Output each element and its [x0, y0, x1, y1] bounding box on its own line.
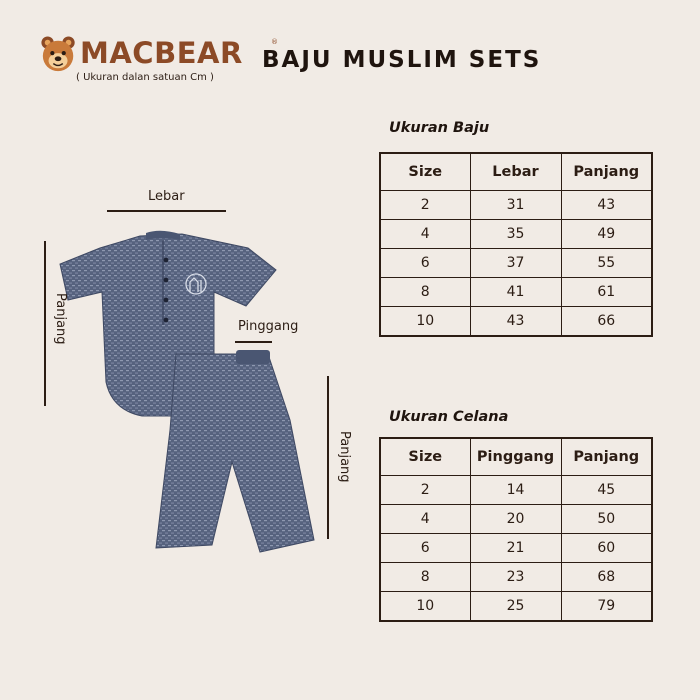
table-row: [380, 307, 652, 337]
header-length: Panjang: [561, 153, 652, 191]
cell-waist: 25: [470, 592, 561, 622]
shirt-length-line: [44, 241, 46, 406]
cell-size: 8: [380, 563, 470, 592]
cell-length: 60: [561, 534, 652, 563]
cell-width: 41: [470, 278, 561, 307]
cell-length: 66: [561, 307, 652, 337]
table-row: [380, 249, 652, 278]
cell-length: 55: [561, 249, 652, 278]
cell-length: 43: [561, 191, 652, 220]
cell-size: 6: [380, 534, 470, 563]
brand-name: MACBEAR: [80, 36, 243, 70]
cell-width: 43: [470, 307, 561, 337]
cell-length: 79: [561, 592, 652, 622]
shirt-width-label: Lebar: [148, 189, 185, 204]
shirt-size-table: [379, 152, 653, 337]
shirt-table-title: Ukuran Baju: [389, 120, 490, 136]
cell-waist: 23: [470, 563, 561, 592]
table-row: [380, 278, 652, 307]
header-size: Size: [380, 438, 470, 476]
shirt-width-line: [107, 210, 226, 212]
pants-waist-label: Pinggang: [238, 319, 299, 334]
table-row: [380, 505, 652, 534]
cell-width: 31: [470, 191, 561, 220]
cell-size: 2: [380, 476, 470, 505]
cell-width: 37: [470, 249, 561, 278]
cell-waist: 21: [470, 534, 561, 563]
pants-length-label: Panjang: [337, 431, 352, 483]
cell-size: 10: [380, 307, 470, 337]
pants-shape: [156, 350, 314, 552]
table-row: [380, 592, 652, 622]
cell-waist: 20: [470, 505, 561, 534]
table-row: [380, 220, 652, 249]
table-row: [380, 563, 652, 592]
registered-mark: ®: [271, 38, 278, 46]
cell-length: 61: [561, 278, 652, 307]
cell-size: 2: [380, 191, 470, 220]
cell-waist: 14: [470, 476, 561, 505]
cell-size: 6: [380, 249, 470, 278]
pants-length-line: [327, 376, 329, 539]
table-row: [380, 476, 652, 505]
cell-length: 49: [561, 220, 652, 249]
shirt-length-label: Panjang: [53, 293, 68, 345]
cell-size: 8: [380, 278, 470, 307]
table-header-row: [380, 153, 652, 191]
cell-width: 35: [470, 220, 561, 249]
cell-length: 50: [561, 505, 652, 534]
table-header-row: [380, 438, 652, 476]
cell-length: 45: [561, 476, 652, 505]
header-length: Panjang: [561, 438, 652, 476]
header-size: Size: [380, 153, 470, 191]
cell-size: 10: [380, 592, 470, 622]
cell-length: 68: [561, 563, 652, 592]
table-row: [380, 191, 652, 220]
pants-waist-line: [235, 341, 272, 343]
table-row: [380, 534, 652, 563]
pants-table-title: Ukuran Celana: [389, 409, 509, 425]
header-waist: Pinggang: [470, 438, 561, 476]
brand-subtitle: ( Ukuran dalan satuan Cm ): [76, 72, 214, 83]
cell-size: 4: [380, 505, 470, 534]
header-width: Lebar: [470, 153, 561, 191]
cell-size: 4: [380, 220, 470, 249]
page-title: BAJU MUSLIM SETS: [262, 47, 542, 73]
pants-size-table: [379, 437, 653, 622]
